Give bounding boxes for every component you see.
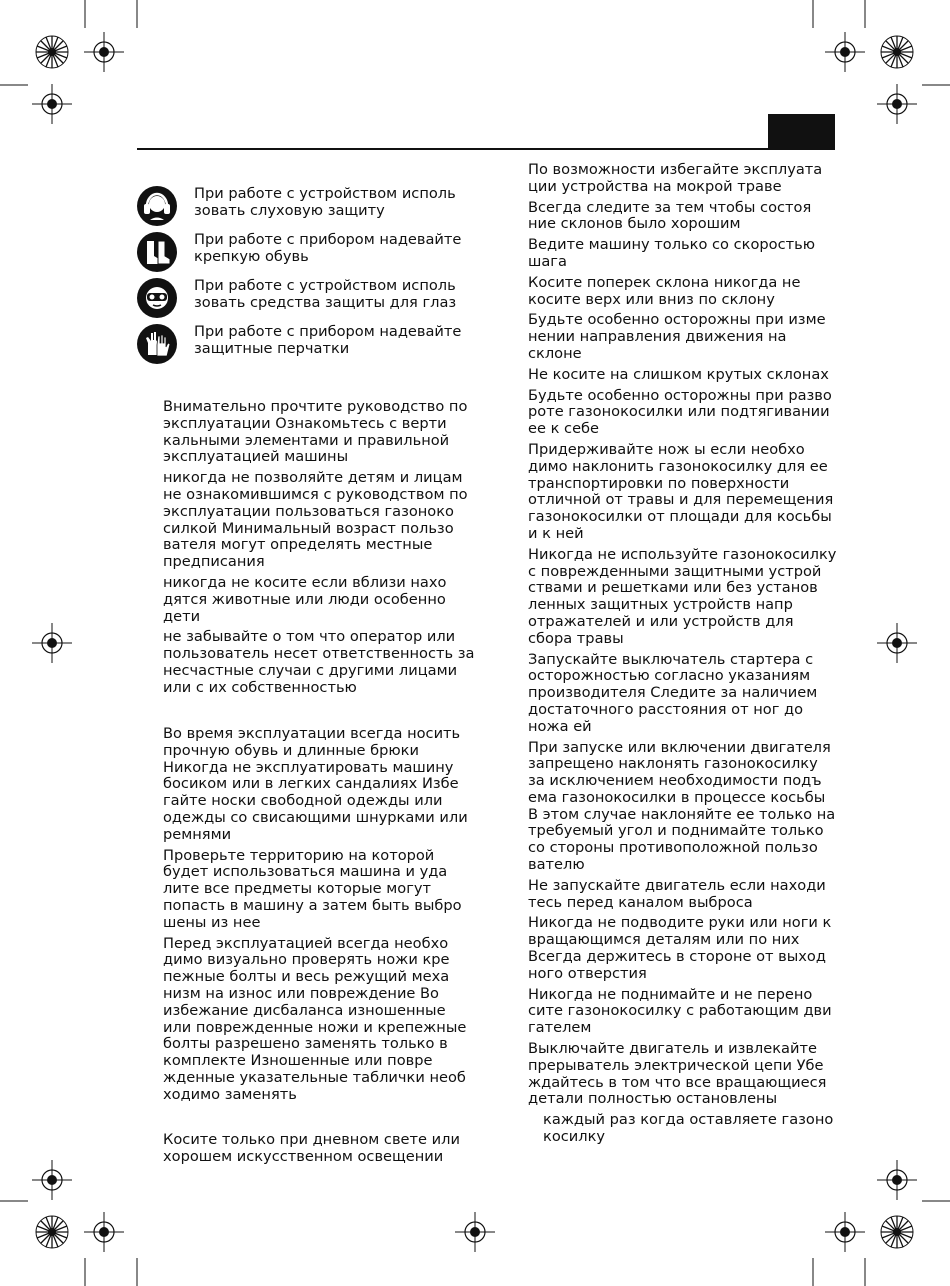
icon-caption: При работе с прибором надевайте крепкую обувь bbox=[194, 231, 462, 265]
icon-row-eyes bbox=[137, 278, 477, 324]
left-column-block-2 bbox=[163, 726, 483, 1108]
paragraph: Перед эксплуатацией всегда необхо димо визуально проверять ножи кре пежные болты и весь режущий меха низм на износ или повреждение Во избежание дисбаланса изношенные или поврежденные ножи и крепежные болты разрешено заменять только в комплекте Изношенные или повре жденные указательные таблички необ ходимо заменять bbox=[163, 934, 467, 1103]
paragraph: не забывайте о том что оператор или пользователь несет ответственность за несчастные случаи с другими лицами или с их собственностью bbox=[163, 628, 475, 696]
gloves-icon bbox=[137, 324, 177, 364]
paragraph: Косите поперек склона никогда не косите верх или вниз по склону bbox=[528, 273, 801, 308]
paragraph: Не запускайте двигатель если находи тесь перед каналом выброса bbox=[528, 876, 826, 911]
paragraph: Всегда следите за тем чтобы состоя ние склонов было хорошим bbox=[528, 198, 812, 233]
safety-icons bbox=[137, 186, 477, 370]
icon-row-ear bbox=[137, 186, 477, 232]
icon-row-boots bbox=[137, 232, 477, 278]
icon-caption: При работе с устройством исполь зовать средства защиты для глаз bbox=[194, 277, 457, 311]
eye-protection-icon bbox=[137, 278, 177, 318]
paragraph: никогда не позволяйте детям и лицам не ознакомившимся с руководством по эксплуатации пользоваться газоноко силкой Минимальный возраст пользо вателя могут определять местные предписания bbox=[163, 469, 468, 571]
left-column-block-1 bbox=[163, 399, 483, 701]
safety-boots-icon bbox=[137, 232, 177, 272]
indented-paragraph: каждый раз когда оставляете газоно косилку bbox=[543, 1111, 834, 1146]
ear-protection-icon bbox=[137, 186, 177, 226]
paragraph: При запуске или включении двигателя запрещено наклонять газонокосилку за исключением необходимости подъ ема газонокосилки в процессе косьбы В этом случае наклоняйте ее только на требуемый угол и поднимайте только со стороны противоположной пользо вателю bbox=[528, 738, 836, 874]
icon-row-gloves bbox=[137, 324, 477, 370]
paragraph: По возможности избегайте эксплуата ции устройства на мокрой траве bbox=[528, 161, 823, 195]
paragraph: Никогда не поднимайте и не перено сите газонокосилку с работающим дви гателем bbox=[528, 985, 832, 1037]
paragraph: Косите только при дневном свете или хорошем искусственном освещении bbox=[163, 1131, 460, 1165]
paragraph: Внимательно прочтите руководство по эксплуатации Ознакомьтесь с верти кальными элементами и правильной эксплуатацией машины bbox=[163, 398, 468, 466]
paragraph: Никогда не используйте газонокосилку с поврежденными защитными устрой ствами и решетками или без установ ленных защитных устройств напр отражателей и или устройств для сбора травы bbox=[528, 545, 837, 647]
icon-caption: При работе с устройством исполь зовать слуховую защиту bbox=[194, 185, 456, 219]
paragraph: никогда не косите если вблизи нахо дятся животные или люди особенно дети bbox=[163, 573, 447, 625]
right-column bbox=[528, 162, 838, 1150]
paragraph: Проверьте территорию на которой будет использоваться машина и уда лите все предметы которые могут попасть в машину а затем быть выбро шены из нее bbox=[163, 846, 462, 931]
icon-caption: При работе с прибором надевайте защитные перчатки bbox=[194, 323, 462, 357]
paragraph: Никогда не подводите руки или ноги к вращающимся деталям или по них Всегда держитесь в стороне от выход ного отверстия bbox=[528, 914, 832, 982]
paragraph: Не косите на слишком крутых склонах bbox=[528, 365, 829, 383]
paragraph: Во время эксплуатации всегда носить прочную обувь и длинные брюки Никогда не эксплуатировать машину босиком или в легких сандалиях Избе гайте носки свободной одежды или одежды со свисающими шнурками или ремнями bbox=[163, 725, 468, 843]
paragraph: Ведите машину только со скоростью шага bbox=[528, 236, 815, 270]
paragraph: Выключайте двигатель и извлекайте прерыватель электрической цепи Убе ждайтесь в том что все вращающиеся детали полностью остановлены bbox=[528, 1040, 827, 1108]
paragraph: Придерживайте нож ы если необхо димо наклонить газонокосилку для ее транспортировки по поверхности отличной от травы и для перемещения газонокосилки от площади для косьбы и к ней bbox=[528, 440, 834, 542]
paragraph: Запускайте выключатель стартера с осторожностью согласно указаниям производителя Следите за наличием достаточного расстояния от ног до ножа ей bbox=[528, 650, 818, 735]
paragraph: Будьте особенно осторожны при изме нении направления движения на склоне bbox=[528, 311, 826, 362]
paragraph: Будьте особенно осторожны при разво роте газонокосилки или подтягивании ее к себе bbox=[528, 386, 832, 438]
left-column-block-3 bbox=[163, 1132, 483, 1170]
